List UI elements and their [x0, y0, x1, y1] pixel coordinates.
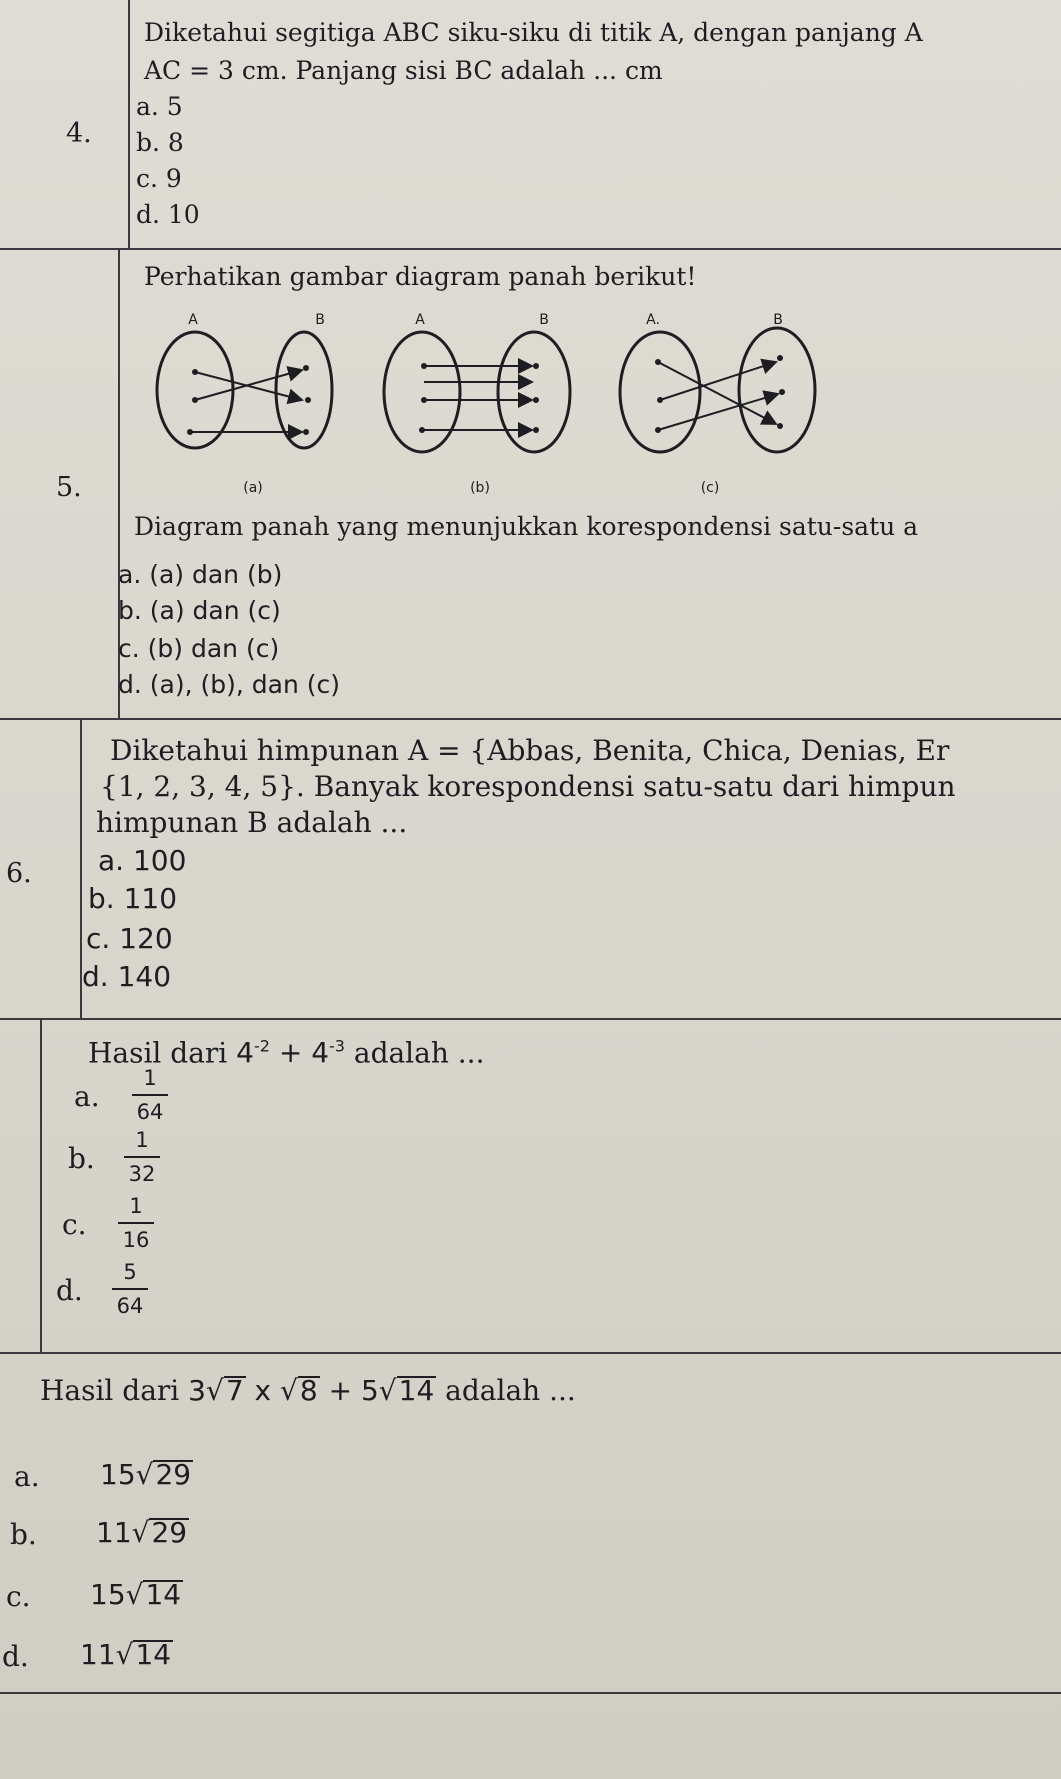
diagram-b-set-a — [384, 332, 460, 452]
diagram-b — [384, 312, 570, 496]
diagram-b-dot — [533, 363, 539, 369]
question-5-option-c: c. (b) dan (c) — [118, 634, 280, 663]
diagram-a-set-a-label: A — [188, 312, 198, 328]
diagram-a-set-b-label: B — [315, 312, 325, 328]
diagram-c — [620, 312, 815, 496]
question-8-option-a-letter: a. — [14, 1460, 40, 1493]
question-5-option-d: d. (a), (b), dan (c) — [118, 670, 340, 699]
question-7-prefix: Hasil dari — [88, 1036, 228, 1070]
question-5-number: 5. — [56, 472, 82, 503]
question-8-option-b-letter: b. — [10, 1518, 37, 1551]
diagram-b-dot — [533, 397, 539, 403]
question-7-stem — [88, 1032, 484, 1068]
question-8-suffix: adalah ... — [445, 1374, 576, 1407]
question-4-line-2: AC = 3 cm. Panjang sisi BC adalah ... cm — [144, 56, 663, 85]
question-8-option-a-value: 15√29 — [100, 1458, 192, 1491]
question-5-intro: Perhatikan gambar diagram panah berikut! — [144, 262, 697, 291]
question-8-prefix: Hasil dari — [40, 1374, 180, 1407]
question-7-option-d-letter: d. — [56, 1274, 83, 1307]
diagram-b-dot — [533, 427, 539, 433]
question-7-option-c-letter: c. — [62, 1208, 87, 1241]
question-8-option-c-letter: c. — [6, 1580, 31, 1613]
arrow-diagrams — [150, 300, 830, 500]
row-divider-q4 — [0, 248, 1061, 250]
question-4-option-d: d. 10 — [136, 200, 200, 229]
column-divider-q4 — [128, 0, 130, 248]
question-6-line-2: {1, 2, 3, 4, 5}. Banyak korespondensi satu-satu dari himpun — [100, 770, 956, 803]
question-4-option-a: a. 5 — [136, 92, 183, 121]
question-8-stem — [40, 1376, 576, 1406]
diagram-a-dot — [303, 365, 309, 371]
row-divider-q5 — [0, 718, 1061, 720]
question-7-option-a-fraction: 1 64 — [132, 1066, 168, 1124]
question-4-number: 4. — [66, 118, 92, 149]
diagram-a-set-a — [157, 332, 233, 448]
question-5-prompt: Diagram panah yang menunjukkan korespondensi satu-satu a — [134, 512, 919, 541]
diagram-c-arrow — [658, 362, 776, 424]
diagram-c-dot — [779, 389, 785, 395]
diagram-b-set-b — [498, 332, 570, 452]
diagram-c-set-a — [620, 332, 700, 452]
question-4-line-1: Diketahui segitiga ABC siku-siku di titik A, dengan panjang A — [144, 18, 923, 47]
row-divider-q8 — [0, 1692, 1061, 1694]
diagram-b-set-b-label: B — [539, 312, 549, 328]
question-6-line-3: himpunan B adalah ... — [96, 806, 408, 839]
question-7-option-b-fraction: 1 32 — [124, 1128, 160, 1186]
question-5-option-a: a. (a) dan (b) — [118, 560, 283, 589]
question-8-option-c-value: 15√14 — [90, 1578, 182, 1611]
diagram-c-dot — [777, 423, 783, 429]
question-7-expression: $4^{-2} + 4^{-3}$ — [236, 1036, 345, 1070]
column-divider-q7 — [40, 1018, 42, 1352]
question-7-option-b-letter: b. — [68, 1142, 95, 1175]
question-4-option-c: c. 9 — [136, 164, 182, 193]
question-7-option-a-letter: a. — [74, 1080, 100, 1113]
diagram-b-caption: (b) — [470, 480, 490, 496]
question-6-option-b: b. 110 — [88, 882, 178, 915]
question-7-option-d-fraction: 5 64 — [112, 1260, 148, 1318]
question-7-option-c-fraction: 1 16 — [118, 1194, 154, 1252]
question-8-option-d-letter: d. — [2, 1640, 29, 1673]
question-8-option-b-value: 11√29 — [96, 1516, 188, 1549]
question-6-option-c: c. 120 — [86, 922, 173, 955]
question-6-number: 6. — [6, 858, 32, 889]
diagram-a — [157, 312, 332, 496]
question-6-option-a: a. 100 — [98, 844, 187, 877]
question-4-option-b: b. 8 — [136, 128, 184, 157]
question-6-option-d: d. 140 — [82, 960, 172, 993]
diagram-c-caption: (c) — [700, 480, 720, 496]
question-6-line-1: Diketahui himpunan A = {Abbas, Benita, Chica, Denias, Er — [110, 734, 950, 767]
diagram-a-dot — [305, 397, 311, 403]
question-5-option-b: b. (a) dan (c) — [118, 596, 281, 625]
diagram-c-dot — [777, 355, 783, 361]
diagram-b-set-a-label: A — [415, 312, 425, 328]
diagram-a-dot — [303, 429, 309, 435]
question-8-expression: 3√7 x √8 + 5√14 — [188, 1374, 435, 1407]
diagram-c-set-a-label: A. — [646, 312, 660, 328]
row-divider-q7 — [0, 1352, 1061, 1354]
diagram-a-caption: (a) — [243, 480, 263, 496]
question-7-suffix: adalah ... — [353, 1036, 485, 1070]
question-8-option-d-value: 11√14 — [80, 1638, 172, 1671]
diagram-c-set-b-label: B — [773, 312, 783, 328]
row-divider-q6 — [0, 1018, 1061, 1020]
diagram-c-set-b — [739, 328, 815, 452]
diagram-c-arrow — [658, 394, 778, 430]
